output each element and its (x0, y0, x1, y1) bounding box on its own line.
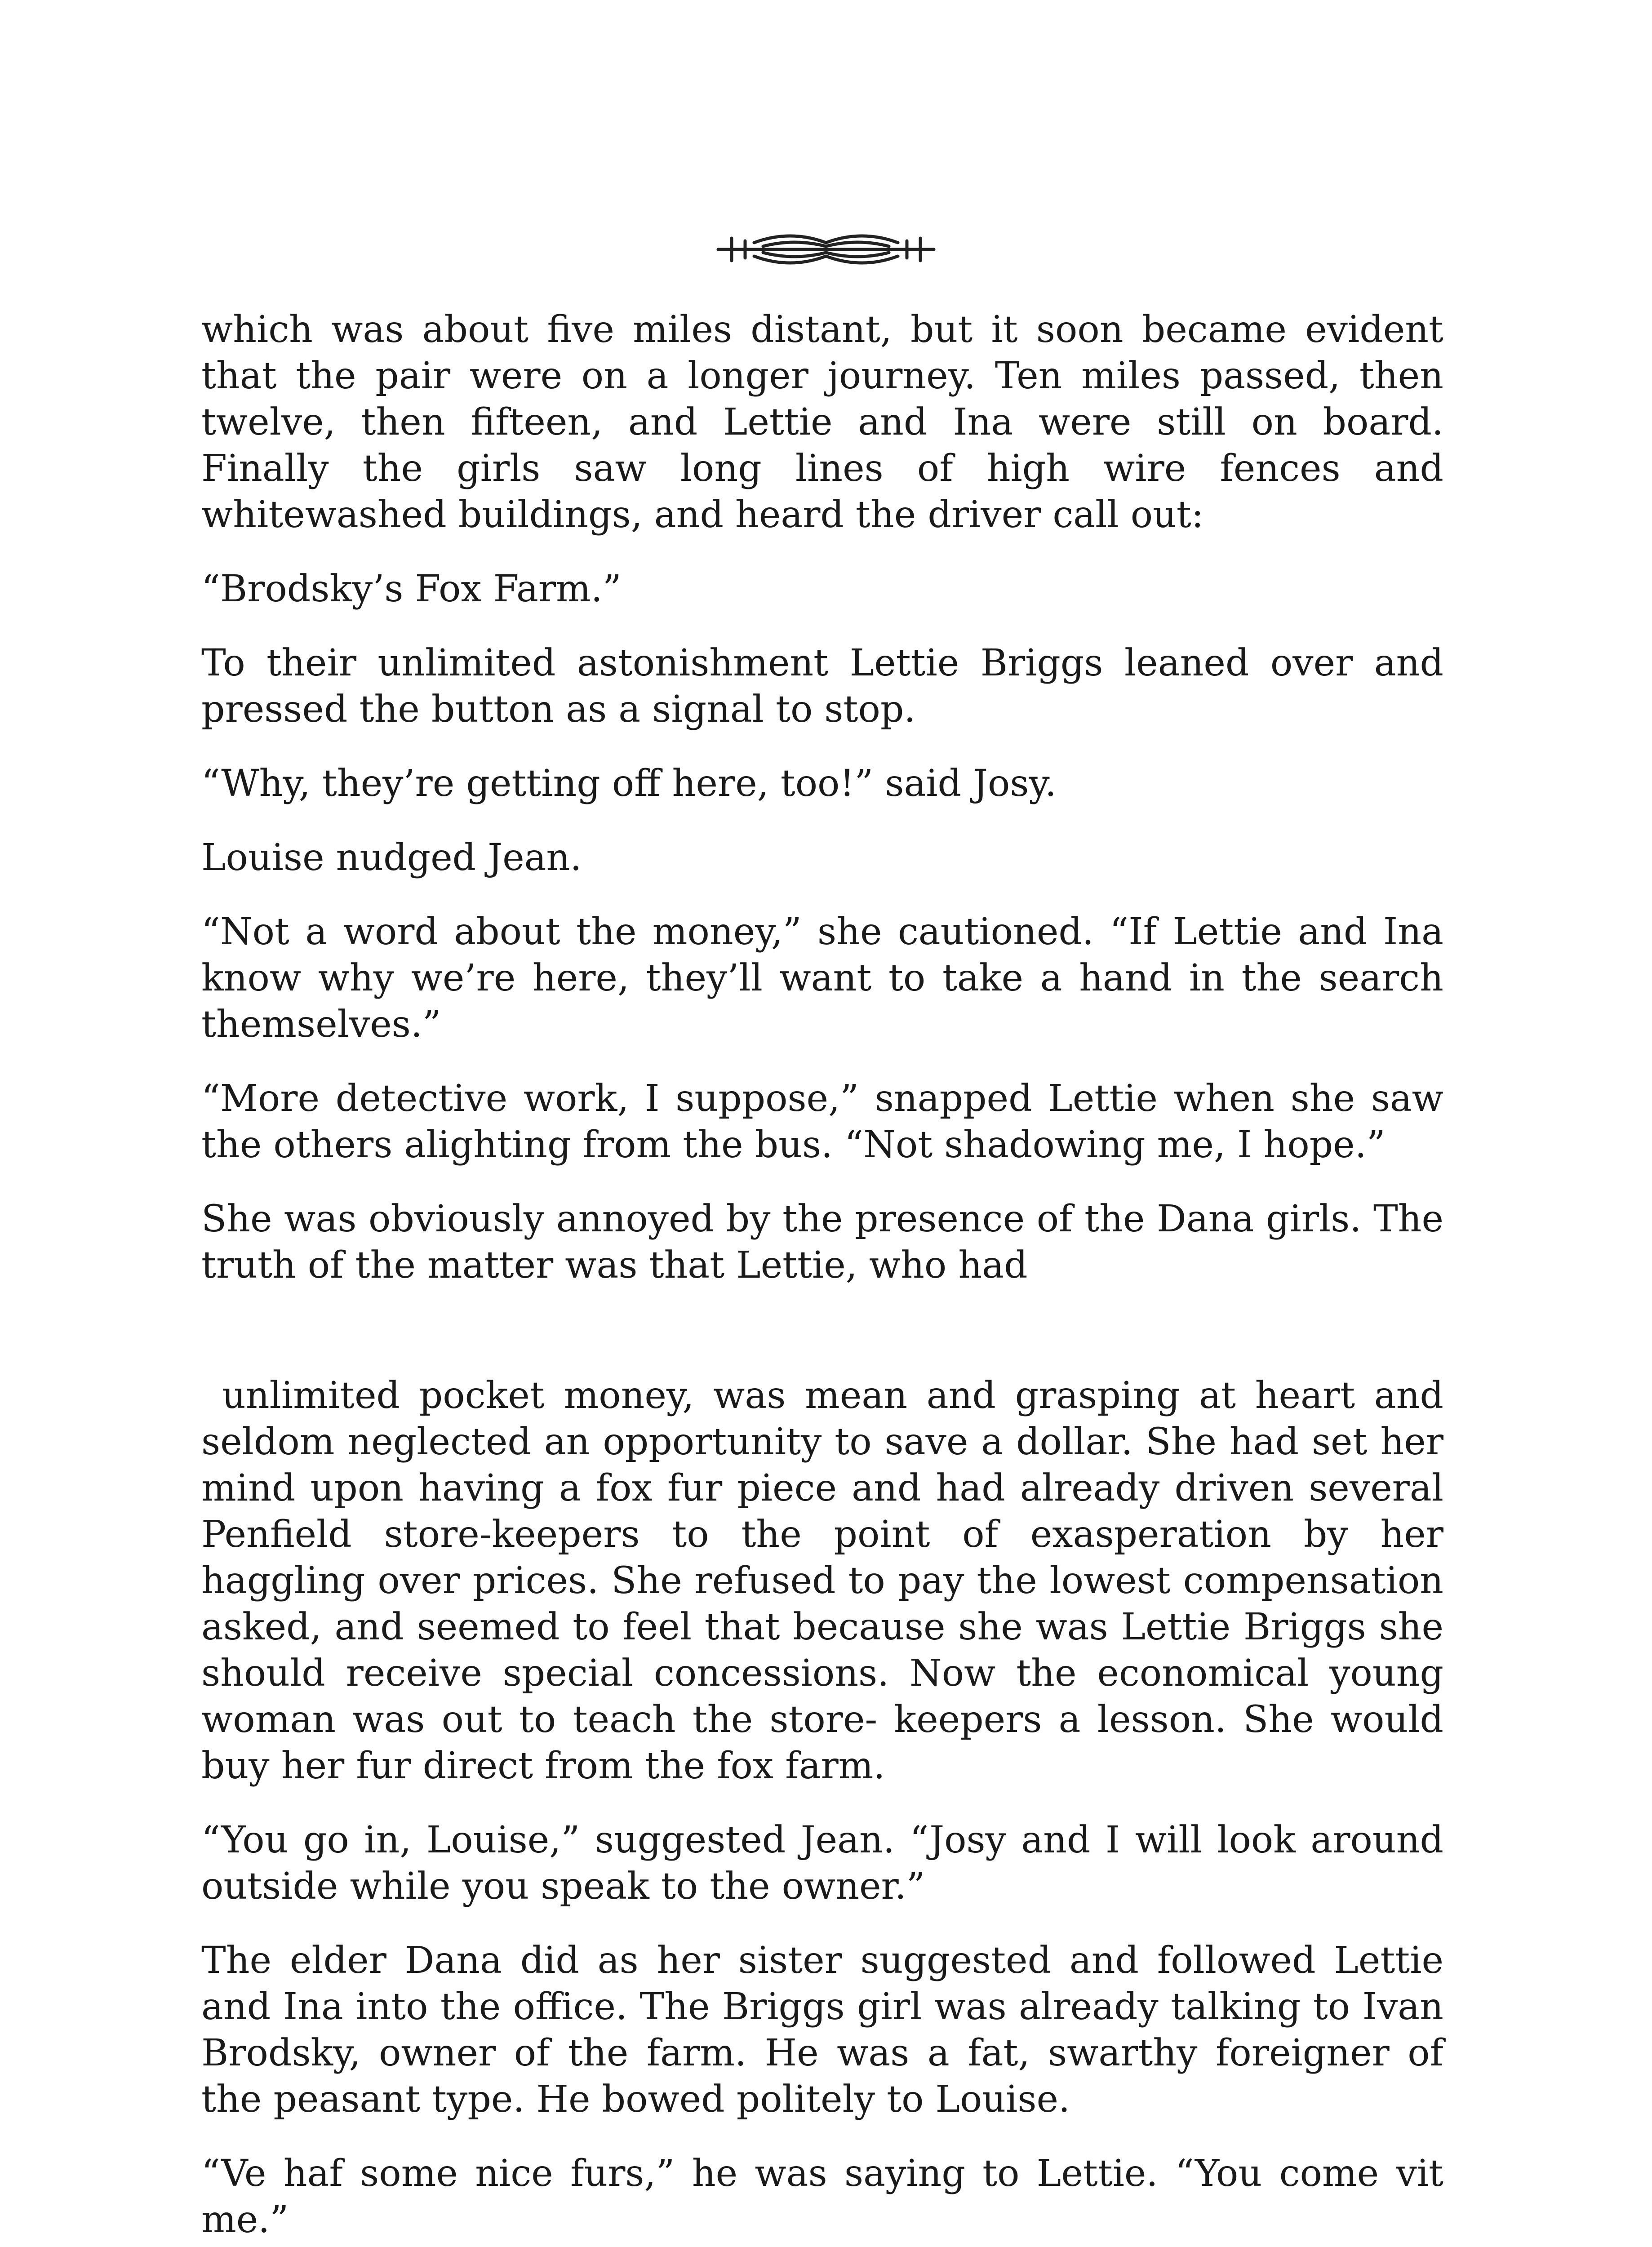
paragraph: To their unlimited astonishment Lettie Briggs leaned over and pressed the button as a signal to stop. (201, 642, 1443, 731)
paragraph: “Ve haf some nice furs,” he was saying to Lettie. “You come vit me.” (201, 2152, 1443, 2241)
paragraph: “Brodsky’s Fox Farm.” (201, 568, 622, 610)
paragraph: “You go in, Louise,” suggested Jean. “Josy and I will look around outside while you speak to the owner.” (201, 1819, 1443, 1908)
paragraph: “More detective work, I suppose,” snapped Lettie when she saw the others alighting from the bus. “Not shadowing me, I hope.” (201, 1077, 1443, 1166)
scroll-ornament-icon (714, 225, 938, 274)
text-block-bottom (201, 1372, 1443, 2243)
paragraph: The elder Dana did as her sister suggested and followed Lettie and Ina into the office. The Briggs girl was already talking to Ivan Brodsky, owner of the farm. He was a fat, swarthy foreigner of the peasant type. He bowed politely to Louise. (201, 1939, 1443, 2121)
paragraph: which was about five miles distant, but it soon became evident that the pair were on a longer journey. Ten miles passed, then twelve, then fifteen, and Lettie and Ina were still on board. Finally the girls saw long lines of high wire fences and whitewashed buildings, and heard the driver call out: (201, 308, 1443, 536)
paragraph: She was obviously annoyed by the presence of the Dana girls. The truth of the matter was that Lettie, who had (201, 1198, 1443, 1287)
paragraph: Louise nudged Jean. (201, 836, 582, 879)
text-block-top (201, 306, 1443, 1288)
paragraph: “Not a word about the money,” she cautioned. “If Lettie and Ina know why we’re here, they’ll want to take a hand in the search themselves.” (201, 910, 1443, 1046)
paragraph: unlimited pocket money, was mean and grasping at heart and seldom neglected an opportunity to save a dollar. She had set her mind upon having a fox fur piece and had already driven several Penfield store-keepers to the point of exasperation by her haggling over prices. She refused to pay the lowest compensation asked, and seemed to feel that because she was Lettie Briggs she should receive special concessions. Now the economical young woman was out to teach the store- keepers a lesson. She would buy her fur direct from the fox farm. (201, 1374, 1443, 1787)
paragraph: “Why, they’re getting off here, too!” said Josy. (201, 762, 1057, 805)
